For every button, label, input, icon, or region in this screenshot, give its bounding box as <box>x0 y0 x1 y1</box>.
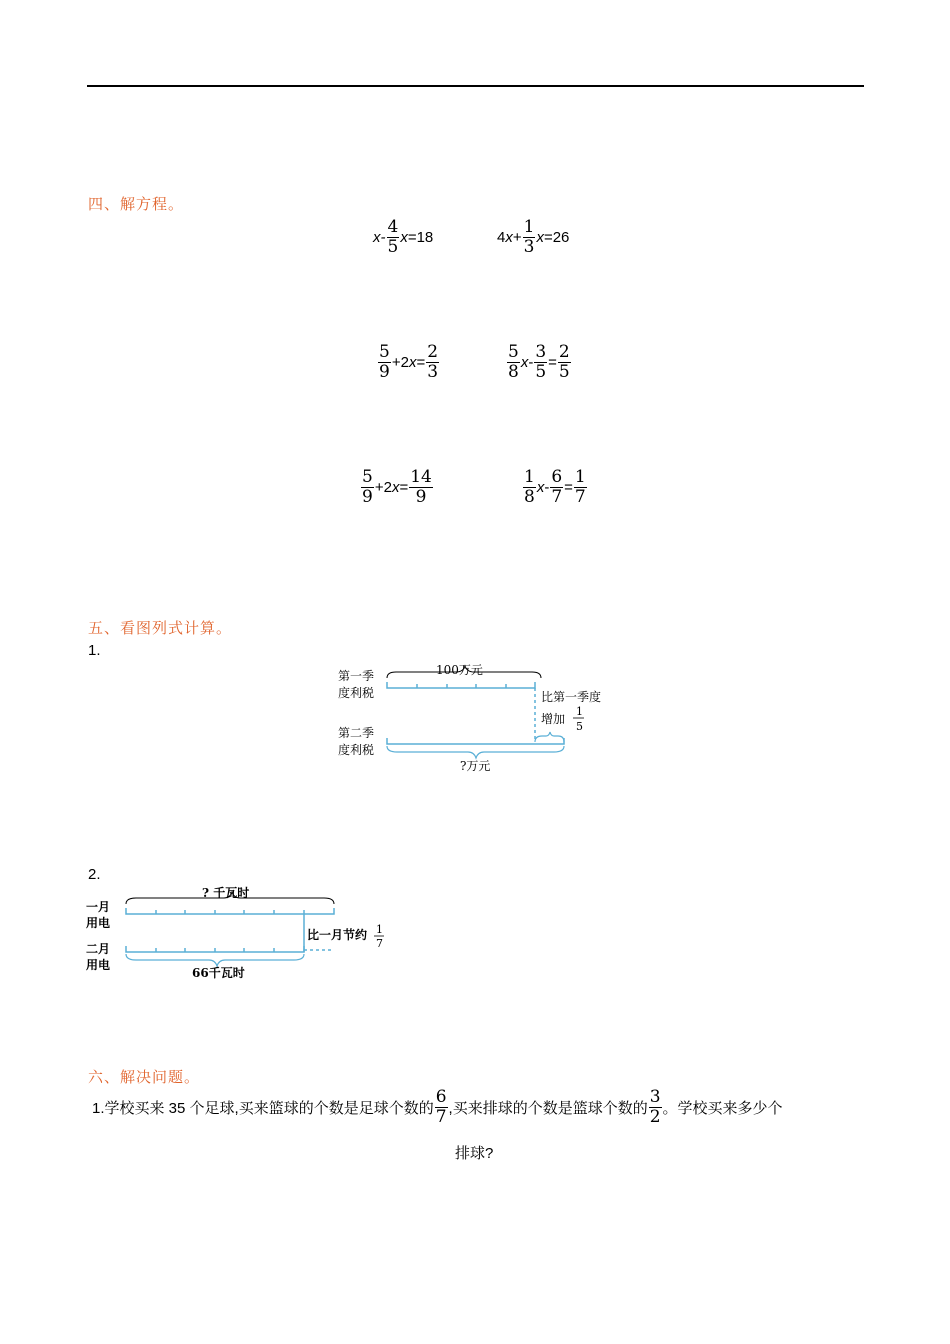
row2-label-line2: 度利税 <box>338 743 375 757</box>
note-fraction-denominator: 7 <box>376 937 383 950</box>
problem-1 <box>92 1088 783 1127</box>
question-2-number: 2. <box>88 866 101 883</box>
equation-3: $\frac{5}{9}$ +2 x = $\frac{2}{3}$ <box>379 342 439 382</box>
row1-label-line1: 第一季 <box>338 669 375 683</box>
brace-bottom <box>387 746 564 758</box>
note-text: 比一月节约 <box>307 928 368 942</box>
equation-2: 4 x + $\frac{1}{3}$ x =26 <box>497 217 570 257</box>
note-prefix: 增加 <box>541 712 566 726</box>
fraction: $\frac{3}{5}$ <box>535 342 547 382</box>
top-label: 100万元 <box>436 663 483 677</box>
note-fraction-denominator: 5 <box>576 720 583 733</box>
section6-heading: 六、解决问题。 <box>88 1069 201 1086</box>
segment-1 <box>126 908 334 914</box>
bottom-label: 66千瓦时 <box>192 966 245 980</box>
equation-1: x- $\frac{4}{5}$ x =18 <box>373 217 434 257</box>
row2-label-line2: 用电 <box>86 958 111 972</box>
problem-1-part1: 1.学校买来 35 个足球,买来篮球的个数是足球个数的 <box>92 1100 434 1117</box>
section4-heading: 四、解方程。 <box>88 196 185 213</box>
equation-4: $\frac{5}{8}$ x - $\frac{3}{5}$ = $\frac{2}{5}$ <box>508 342 570 382</box>
equation-5: $\frac{5}{9}$ +2 x = $\frac{14}{9}$ <box>362 467 432 507</box>
fraction: $\frac{1}{8}$ <box>524 467 535 507</box>
brace-bottom <box>126 954 304 966</box>
row2-label-line1: 第二季 <box>338 726 375 740</box>
fraction: $\frac{5}{9}$ <box>379 342 390 382</box>
segment-diagram-1 <box>330 658 630 780</box>
fraction: $\frac{5}{9}$ <box>362 467 373 507</box>
fraction: $\frac{2}{3}$ <box>427 342 439 382</box>
problem-1-part2: ,买来排球的个数是篮球个数的 <box>448 1100 648 1117</box>
equation-6: $\frac{1}{8}$ x - $\frac{6}{7}$ = $\frac{1}{7}$ <box>524 467 586 507</box>
note-fraction-numerator: 1 <box>376 923 383 936</box>
problem-1-part3: 。学校买来多少个 <box>662 1100 783 1117</box>
fraction: $\frac{3}{2}$ <box>649 1087 661 1127</box>
fraction: $\frac{14}{9}$ <box>410 467 432 507</box>
row1-label-line2: 用电 <box>86 916 111 930</box>
fraction: $\frac{6}{7}$ <box>435 1087 447 1127</box>
segment-2 <box>126 946 304 952</box>
fraction: $\frac{1}{7}$ <box>574 467 586 507</box>
row2-label-line1: 二月 <box>86 942 111 956</box>
top-label: ? 千瓦时 <box>202 886 250 900</box>
question-1-number: 1. <box>88 642 101 659</box>
segment-1 <box>387 682 535 688</box>
row1-label-line2: 度利税 <box>338 686 375 700</box>
segment-2 <box>387 738 564 744</box>
fraction: $\frac{5}{8}$ <box>508 342 519 382</box>
fraction: $\frac{2}{5}$ <box>558 342 570 382</box>
note-line1: 比第一季度 <box>541 690 602 704</box>
bottom-label: ?万元 <box>460 759 491 773</box>
row1-label-line1: 一月 <box>86 900 111 914</box>
top-rule <box>87 85 864 87</box>
brace-increase <box>535 732 564 742</box>
section5-heading: 五、看图列式计算。 <box>88 620 233 637</box>
segment-diagram-2 <box>84 882 394 982</box>
fraction: $\frac{1}{3}$ <box>523 217 535 257</box>
note-fraction-numerator: 1 <box>576 705 583 718</box>
fraction: $\frac{4}{5}$ <box>387 217 399 257</box>
problem-1-line2: 排球? <box>455 1145 494 1162</box>
fraction: $\frac{6}{7}$ <box>551 467 563 507</box>
